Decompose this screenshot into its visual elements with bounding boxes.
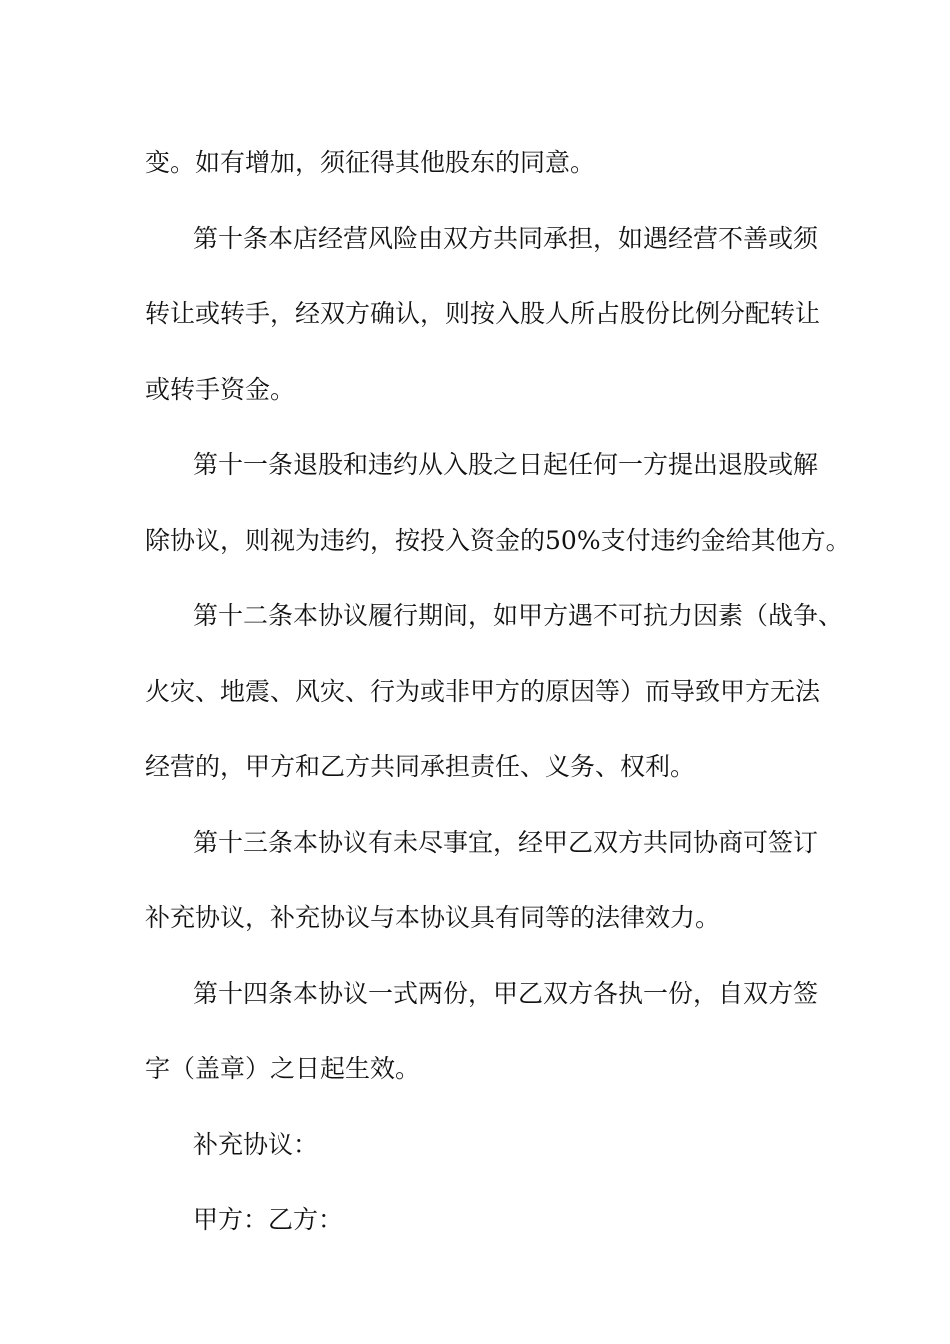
article-10-line-2: 转让或转手，经双方确认，则按入股人所占股份比例分配转让 [145, 299, 821, 328]
article-12-line-2: 火灾、地震、风灾、行为或非甲方的原因等）而导致甲方无法 [145, 676, 821, 706]
article-10-line-3: 或转手资金。 [145, 374, 296, 404]
article-10-line-1: 第十条本店经营风险由双方共同承担，如遇经营不善或须 [193, 223, 819, 253]
article-13-line-2: 补充协议，补充协议与本协议具有同等的法律效力。 [145, 903, 721, 932]
text-line: 变。如有增加，须征得其他股东的同意。 [145, 148, 596, 177]
article-14-line-1: 第十四条本协议一式两份，甲乙双方各执一份，自双方签 [193, 978, 819, 1008]
document-body [145, 125, 851, 1258]
article-12-line-1: 第十二条本协议履行期间，如甲方遇不可抗力因素（战争、 [193, 601, 844, 630]
supplementary-agreement-label: 补充协议： [193, 1129, 319, 1159]
parties-signature-line: 甲方：乙方： [193, 1205, 344, 1234]
article-11-line-2: 除协议，则视为违约，按投入资金的50%支付违约金给其他方。 [145, 525, 851, 555]
article-14-line-2: 字（盖章）之日起生效。 [145, 1054, 421, 1083]
article-11-line-1: 第十一条退股和违约从入股之日起任何一方提出退股或解 [193, 450, 819, 479]
article-12-line-3: 经营的，甲方和乙方共同承担责任、义务、权利。 [145, 752, 696, 781]
article-13-line-1: 第十三条本协议有未尽事宜，经甲乙双方共同协商可签订 [193, 827, 819, 857]
